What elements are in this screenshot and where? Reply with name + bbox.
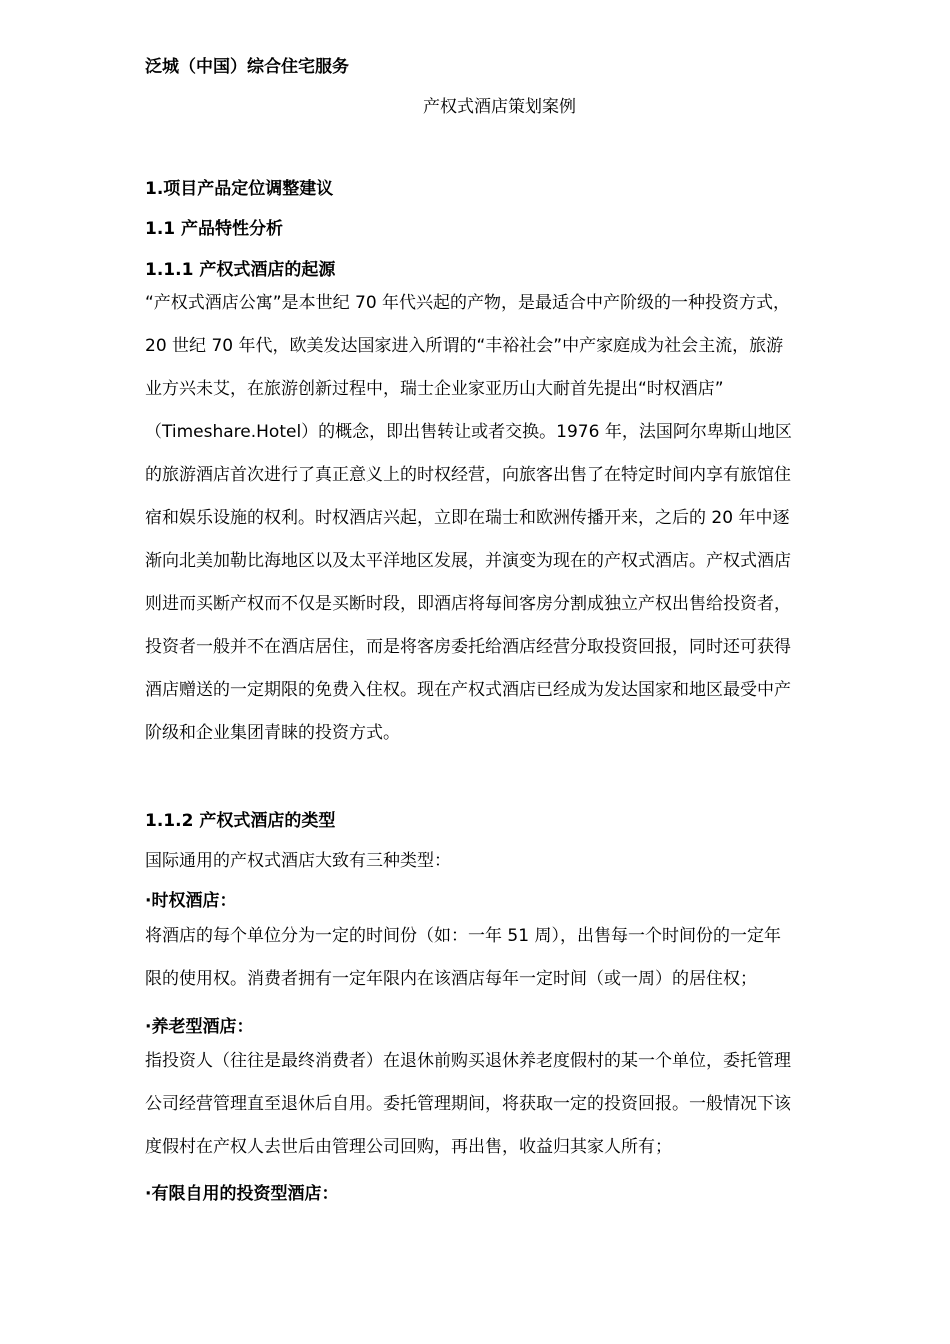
paragraph-line: 将酒店的每个单位分为一定的时间份（如：一年 51 周），出售每一个时间份的一定年	[145, 926, 781, 946]
paragraph-line: 的旅游酒店首次进行了真正意义上的时权经营，向旅客出售了在特定时间内享有旅馆住	[145, 465, 791, 485]
document-title: 产权式酒店策划案例	[423, 97, 576, 117]
paragraph-line: （Timeshare.Hotel）的概念，即出售转让或者交换。1976 年，法国阿尔卑斯山地区	[145, 422, 792, 442]
types-intro: 国际通用的产权式酒店大致有三种类型：	[145, 851, 451, 871]
origin-paragraph	[145, 282, 792, 755]
paragraph-line: 宿和娱乐设施的权利。时权酒店兴起，立即在瑞士和欧洲传播开来，之后的 20 年中逐	[145, 508, 790, 528]
paragraph-line: 投资者一般并不在酒店居住，而是将客房委托给酒店经营分取投资回报，同时还可获得	[145, 637, 791, 657]
type-title-retirement: ·养老型酒店：	[145, 1017, 254, 1037]
paragraph-line: 度假村在产权人去世后由管理公司回购，再出售，收益归其家人所有；	[145, 1137, 672, 1157]
paragraph-line: 指投资人（往往是最终消费者）在退休前购买退休养老度假村的某一个单位，委托管理	[145, 1051, 791, 1071]
type-title-timeshare: ·时权酒店：	[145, 891, 237, 911]
type-title-investment: ·有限自用的投资型酒店：	[145, 1184, 339, 1204]
paragraph-line: 酒店赠送的一定期限的免费入住权。现在产权式酒店已经成为发达国家和地区最受中产	[145, 680, 791, 700]
retirement-paragraph	[145, 1040, 791, 1169]
timeshare-paragraph	[145, 915, 781, 1001]
paragraph-line: 20 世纪 70 年代，欧美发达国家进入所谓的“丰裕社会”中产家庭成为社会主流，旅游	[145, 336, 784, 356]
company-name: 泛城（中国）综合住宅服务	[145, 57, 349, 77]
paragraph-line: 阶级和企业集团青睐的投资方式。	[145, 723, 400, 743]
paragraph-line: 限的使用权。消费者拥有一定年限内在该酒店每年一定时间（或一周）的居住权；	[145, 969, 757, 989]
paragraph-line: 则进而买断产权而不仅是买断时段，即酒店将每间客房分割成独立产权出售给投资者，	[145, 594, 791, 614]
section-heading-1-1: 1.1 产品特性分析	[145, 219, 284, 239]
paragraph-line: “产权式酒店公寓”是本世纪 70 年代兴起的产物，是最适合中产阶级的一种投资方式，	[145, 293, 791, 313]
section-heading-1-1-2: 1.1.2 产权式酒店的类型	[145, 811, 336, 831]
paragraph-line: 业方兴未艾，在旅游创新过程中，瑞士企业家亚历山大耐首先提出“时权酒店”	[145, 379, 724, 399]
section-heading-1: 1.项目产品定位调整建议	[145, 179, 334, 199]
section-heading-1-1-1: 1.1.1 产权式酒店的起源	[145, 260, 336, 280]
paragraph-line: 渐向北美加勒比海地区以及太平洋地区发展，并演变为现在的产权式酒店。产权式酒店	[145, 551, 791, 571]
paragraph-line: 公司经营管理直至退休后自用。委托管理期间，将获取一定的投资回报。一般情况下该	[145, 1094, 791, 1114]
